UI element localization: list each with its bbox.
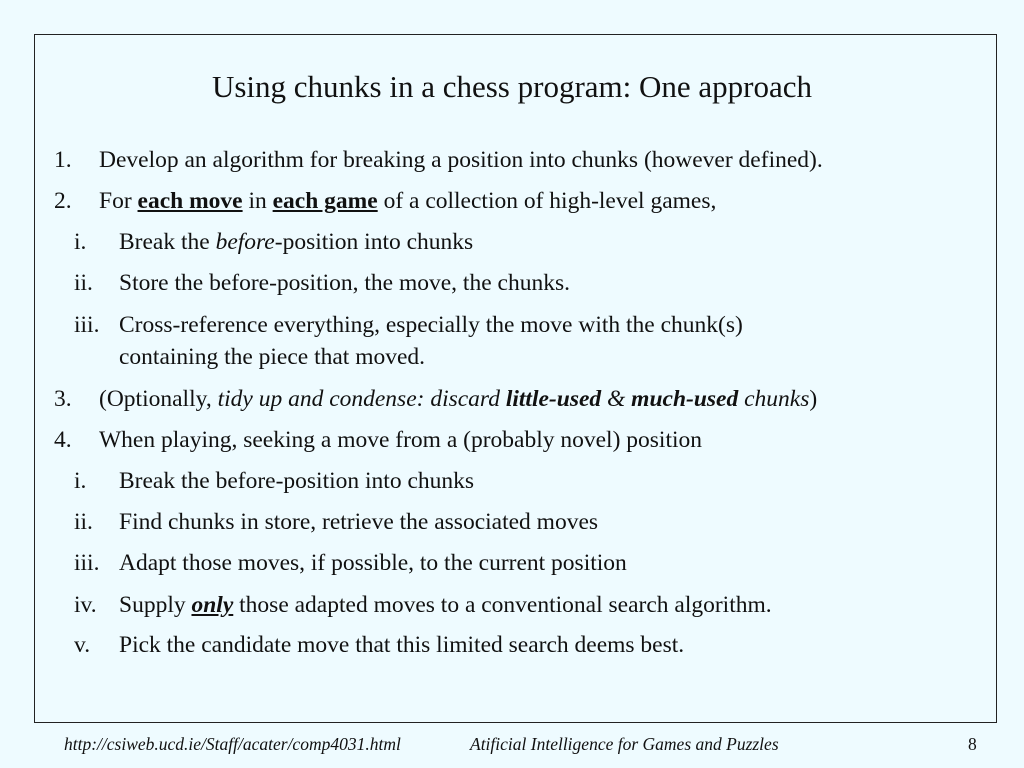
list-number: 3.: [54, 386, 72, 412]
list-number: iii.: [74, 312, 100, 338]
list-text: containing the piece that moved.: [119, 344, 426, 370]
emphasis-much-used: much-used: [631, 386, 739, 412]
list-number: i.: [74, 468, 87, 494]
emphasis-before: before: [215, 229, 275, 255]
list-text: Adapt those moves, if possible, to the current position: [119, 550, 627, 576]
list-number: ii.: [74, 509, 93, 535]
list-text: Find chunks in store, retrieve the associated moves: [119, 509, 599, 535]
list-text: For each move in each game of a collection of high-level games,: [99, 188, 717, 214]
list-text: Supply only those adapted moves to a conventional search algorithm.: [119, 592, 772, 618]
list-number: 4.: [54, 427, 72, 453]
footer-url[interactable]: http://csiweb.ucd.ie/Staff/acater/comp4031.html: [64, 734, 401, 754]
footer-course-title: Atificial Intelligence for Games and Puzzles: [470, 734, 779, 754]
list-number: ii.: [74, 270, 93, 296]
slide-title: Using chunks in a chess program: One approach: [211, 69, 813, 104]
list-text: Pick the candidate move that this limited search deems best.: [119, 632, 685, 658]
list-number: iv.: [74, 592, 97, 618]
list-number: i.: [74, 229, 87, 255]
list-text: Develop an algorithm for breaking a position into chunks (however defined).: [99, 147, 823, 173]
list-number: iii.: [74, 550, 100, 576]
list-number: 1.: [54, 147, 72, 173]
list-number: 2.: [54, 188, 72, 214]
emphasis-only: only: [191, 592, 234, 618]
page-number: 8: [968, 734, 977, 754]
list-text: (Optionally, tidy up and condense: discard little-used & much-used chunks): [99, 386, 818, 412]
emphasis-each-game: each game: [272, 188, 378, 214]
list-number: v.: [74, 632, 91, 658]
emphasis-each-move: each move: [137, 188, 243, 214]
list-text: Break the before-position into chunks: [119, 468, 475, 494]
list-text: When playing, seeking a move from a (probably novel) position: [99, 427, 703, 453]
emphasis-little-used: little-used: [505, 386, 602, 412]
list-text: Store the before-position, the move, the chunks.: [119, 270, 570, 296]
list-text: Cross-reference everything, especially the move with the chunk(s): [119, 312, 743, 338]
list-text: Break the before-position into chunks: [119, 229, 474, 255]
